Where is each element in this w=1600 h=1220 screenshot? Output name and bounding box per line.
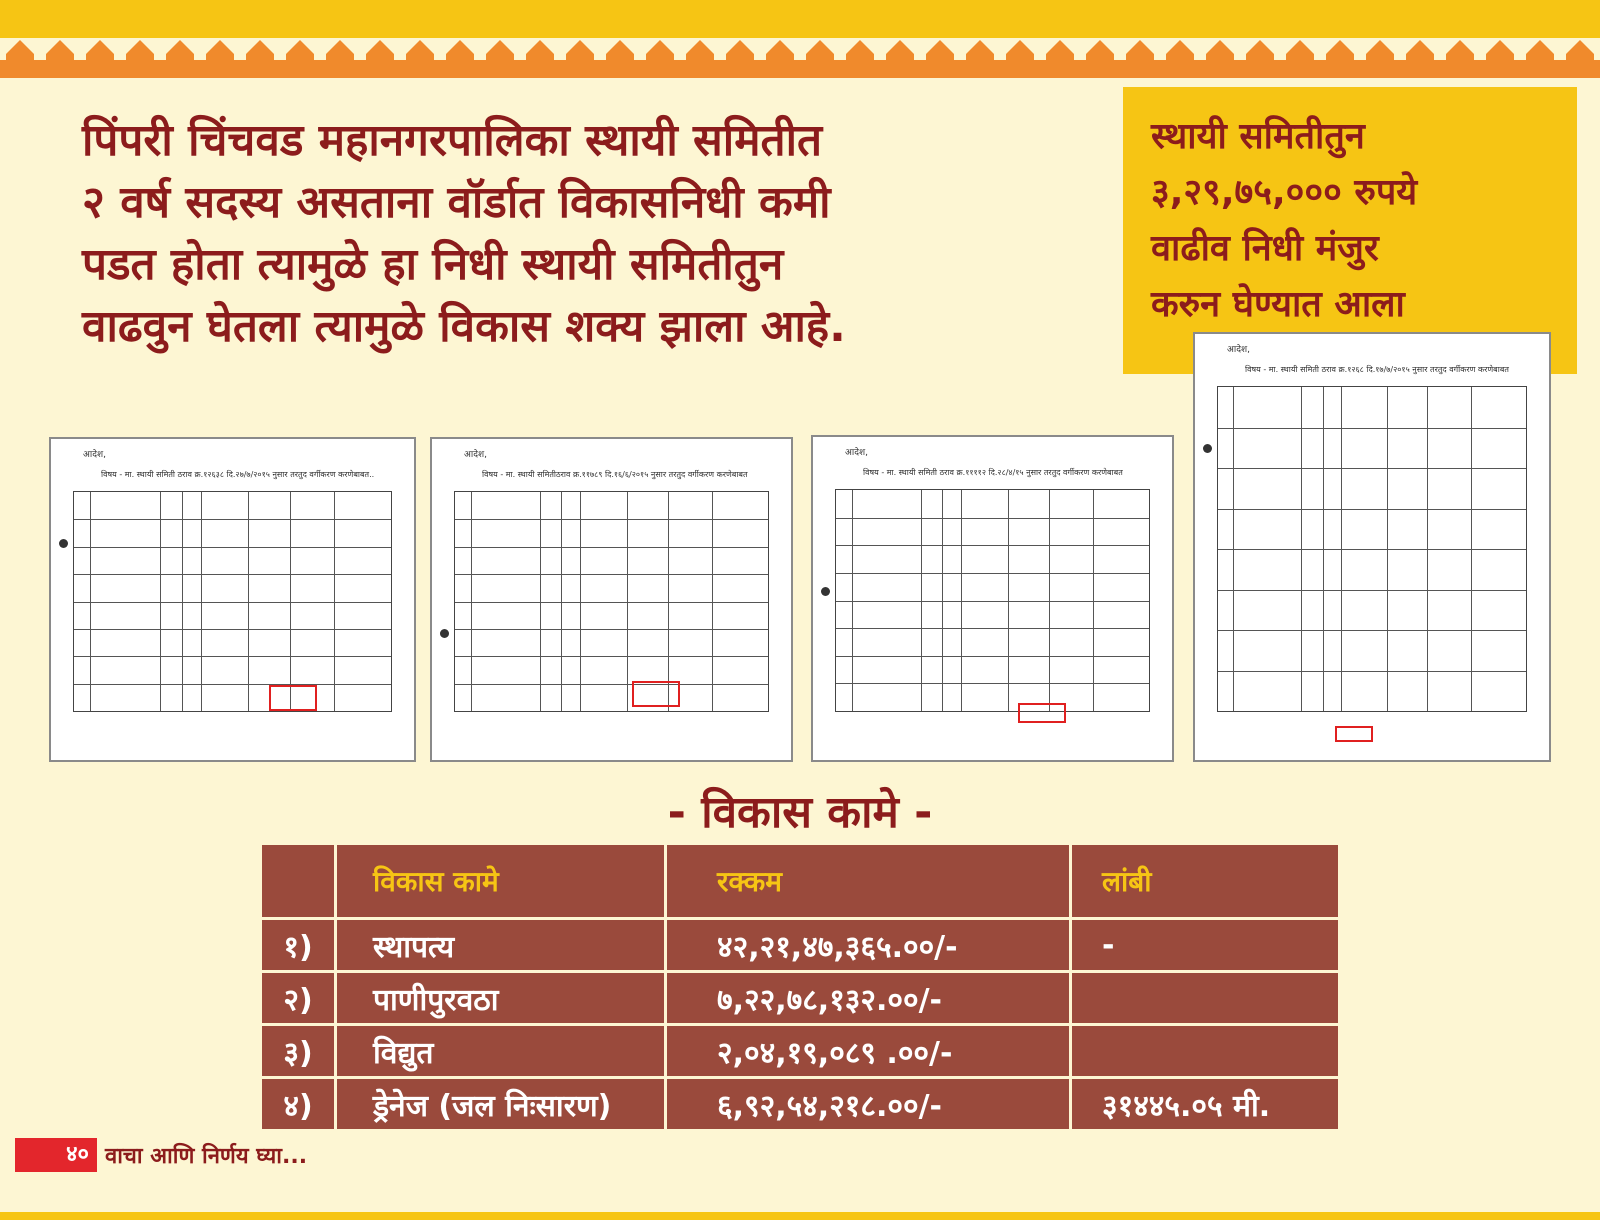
document-table-rule xyxy=(1387,387,1388,711)
amount-cell: ७,२२,७८,१३२.००/- xyxy=(666,972,1071,1025)
work-cell: स्थापत्य xyxy=(336,919,666,972)
serial-cell: २) xyxy=(261,972,336,1025)
document-table-rule xyxy=(1218,428,1526,429)
table-row xyxy=(261,919,1340,972)
document-table-rule xyxy=(1218,590,1526,591)
highlighted-amount-box xyxy=(1018,703,1066,723)
document-table-rule xyxy=(836,628,1149,629)
table-row xyxy=(261,1078,1340,1131)
header-cell-length: लांबी xyxy=(1071,844,1340,919)
punch-hole xyxy=(1203,444,1212,453)
serial-cell: ३) xyxy=(261,1025,336,1078)
punch-hole xyxy=(59,539,68,548)
document-table-rule xyxy=(1093,490,1094,711)
document-table-rule xyxy=(1049,490,1050,711)
document-table-rule xyxy=(580,492,581,711)
document-table-rule xyxy=(182,492,183,711)
development-works-table xyxy=(259,842,1341,1132)
document-table-rule xyxy=(712,492,713,711)
document-table-rule xyxy=(836,683,1149,684)
callout-line: स्थायी समितीतुन xyxy=(1151,116,1365,157)
headline xyxy=(82,110,1092,358)
document-heading: आदेश, xyxy=(1227,345,1250,355)
document-table-rule xyxy=(74,574,391,575)
document-table-rule xyxy=(455,547,768,548)
document-table xyxy=(454,491,769,712)
table-row xyxy=(261,972,1340,1025)
document-table-rule xyxy=(1233,387,1234,711)
document-table-rule xyxy=(74,684,391,685)
table-row xyxy=(261,1025,1340,1078)
document-table-rule xyxy=(1218,509,1526,510)
document-table-rule xyxy=(836,573,1149,574)
work-cell: विद्युत xyxy=(336,1025,666,1078)
fund-callout-box xyxy=(1123,87,1577,374)
document-table-rule xyxy=(1301,387,1302,711)
document-table-rule xyxy=(836,518,1149,519)
document-table-rule xyxy=(852,490,853,711)
document-table-rule xyxy=(455,684,768,685)
document-table-rule xyxy=(836,601,1149,602)
section-title: - विकास कामे - xyxy=(667,787,933,838)
document-table-rule xyxy=(668,492,669,711)
document-table-rule xyxy=(74,519,391,520)
document-table-rule xyxy=(1218,671,1526,672)
serial-cell: १) xyxy=(261,919,336,972)
document-table-rule xyxy=(1427,387,1428,711)
document-subject: विषय - मा. स्थायी समितीठराव क्र.११७८९ दि.१६/६/२०१५ नुसार तरतुद वर्गीकरण करणेबाबत xyxy=(482,470,748,479)
footer-tagline: वाचा आणि निर्णय घ्या... xyxy=(105,1144,308,1169)
document-table-rule xyxy=(921,490,922,711)
document-table-rule xyxy=(160,492,161,711)
length-cell xyxy=(1071,1025,1340,1078)
document-subject: विषय - मा. स्थायी समिती ठराव क्र.१२६८ दि.१७/७/२०१५ नुसार तरतुद वर्गीकरण करणेबाबत xyxy=(1245,365,1509,374)
callout-line: ३,२९,७५,००० रुपये xyxy=(1151,172,1418,213)
header-cell-serial xyxy=(261,844,336,919)
document-table-rule xyxy=(1341,387,1342,711)
header-cell-amount: रक्कम xyxy=(666,844,1071,919)
document-table-rule xyxy=(248,492,249,711)
page-number: ४० xyxy=(15,1138,97,1172)
order-document-scan-3 xyxy=(811,435,1174,762)
amount-cell: ६,९२,५४,२१८.००/- xyxy=(666,1078,1071,1131)
document-table-rule xyxy=(561,492,562,711)
document-table-rule xyxy=(471,492,472,711)
highlighted-amount-box xyxy=(632,681,680,707)
document-table xyxy=(1217,386,1527,712)
work-cell: ड्रेनेज (जल निःसारण) xyxy=(336,1078,666,1131)
document-table-rule xyxy=(627,492,628,711)
document-table-rule xyxy=(334,492,335,711)
document-table-rule xyxy=(1471,387,1472,711)
page-footer xyxy=(15,1138,307,1172)
document-table-rule xyxy=(290,492,291,711)
document-table-rule xyxy=(540,492,541,711)
bottom-rule xyxy=(0,1212,1600,1220)
document-table-rule xyxy=(1008,490,1009,711)
length-cell: ३१४४५.०५ मी. xyxy=(1071,1078,1340,1131)
document-table xyxy=(73,491,392,712)
length-cell: - xyxy=(1071,919,1340,972)
order-document-scan-1 xyxy=(49,437,416,762)
document-table-rule xyxy=(455,629,768,630)
work-cell: पाणीपुरवठा xyxy=(336,972,666,1025)
document-table-rule xyxy=(74,602,391,603)
document-table-rule xyxy=(455,656,768,657)
document-table-rule xyxy=(455,574,768,575)
document-subject: विषय - मा. स्थायी समिती ठराव क्र.११११२ दि.२८/४/१५ नुसार तरतुद वर्गीकरण करणेबाबत xyxy=(863,468,1123,477)
document-table-rule xyxy=(942,490,943,711)
document-table-rule xyxy=(1323,387,1324,711)
amount-cell: ४२,२१,४७,३६५.००/- xyxy=(666,919,1071,972)
header-cell-work: विकास कामे xyxy=(336,844,666,919)
table-header-row xyxy=(261,844,1340,919)
serial-cell: ४) xyxy=(261,1078,336,1131)
order-document-scan-2 xyxy=(430,437,793,762)
document-table-rule xyxy=(1218,630,1526,631)
document-heading: आदेश, xyxy=(464,450,487,460)
document-table-rule xyxy=(74,656,391,657)
document-table-rule xyxy=(74,629,391,630)
headline-line: २ वर्ष सदस्य असताना वॉर्डात विकासनिधी कमी xyxy=(82,177,831,228)
punch-hole xyxy=(440,629,449,638)
document-table-rule xyxy=(1218,549,1526,550)
document-table xyxy=(835,489,1150,712)
document-table-rule xyxy=(455,519,768,520)
length-cell xyxy=(1071,972,1340,1025)
top-decorative-band xyxy=(0,0,1600,78)
highlighted-amount-box xyxy=(1335,726,1373,742)
callout-line: करुन घेण्यात आला xyxy=(1151,284,1405,325)
document-table-rule xyxy=(74,547,391,548)
document-subject: विषय - मा. स्थायी समिती ठराव क्र.१२६३८ दि.२७/७/२०१५ नुसार तरतुद वर्गीकरण करणेबाबत.. xyxy=(101,470,375,479)
amount-cell: २,०४,१९,०८९ .००/- xyxy=(666,1025,1071,1078)
highlighted-amount-box xyxy=(269,685,317,711)
document-table-rule xyxy=(961,490,962,711)
document-table-rule xyxy=(90,492,91,711)
headline-line: पिंपरी चिंचवड महानगरपालिका स्थायी समितीत xyxy=(82,115,823,166)
document-heading: आदेश, xyxy=(83,450,106,460)
headline-line: पडत होता त्यामुळे हा निधी स्थायी समितीतुन xyxy=(82,239,784,290)
document-table-rule xyxy=(836,545,1149,546)
document-table-rule xyxy=(1218,468,1526,469)
document-table-rule xyxy=(455,602,768,603)
document-heading: आदेश, xyxy=(845,448,868,458)
punch-hole xyxy=(821,587,830,596)
order-document-scan-4 xyxy=(1193,332,1551,762)
document-table-rule xyxy=(836,656,1149,657)
callout-line: वाढीव निधी मंजुर xyxy=(1151,228,1379,269)
document-table-rule xyxy=(201,492,202,711)
headline-line: वाढवुन घेतला त्यामुळे विकास शक्य झाला आहे. xyxy=(82,301,846,352)
